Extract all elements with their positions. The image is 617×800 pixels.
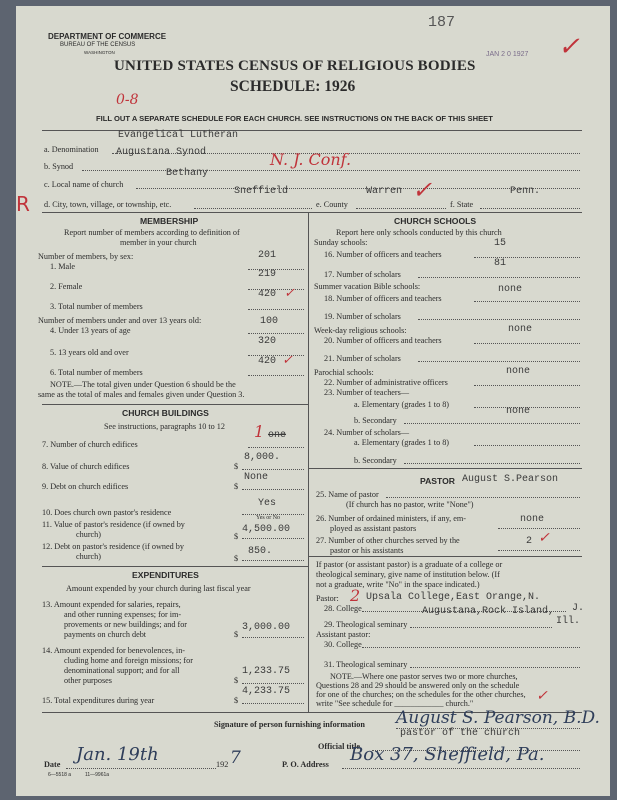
- other-churches-label: 27. Number of other churches served by the: [316, 536, 460, 545]
- benevolence-label-4: other purposes: [64, 676, 112, 685]
- college-mark: 2: [350, 586, 361, 605]
- po-address-label: P. O. Address: [282, 760, 329, 769]
- male-value: 201: [258, 250, 277, 261]
- dotted-line: [404, 423, 580, 424]
- pastor-name-hint: (If church has no pastor, write "None"): [346, 500, 474, 509]
- membership-note-2: same as the total of males and females given under Question 3.: [38, 390, 245, 399]
- dotted-line: [386, 497, 580, 498]
- dotted-line: [362, 647, 580, 648]
- teachers-elementary-label: a. Elementary (grades 1 to 8): [354, 400, 450, 409]
- dollar-sign: $: [234, 696, 239, 705]
- dotted-line: [498, 528, 580, 529]
- schools-title: CHURCH SCHOOLS: [394, 216, 477, 226]
- edifices-debt-label: 9. Debt on church edifices: [42, 482, 129, 491]
- dotted-line: [474, 445, 580, 446]
- dotted-line: [498, 550, 580, 551]
- dotted-line: [242, 703, 304, 704]
- dotted-line: [474, 257, 580, 258]
- schools-intro: Report here only schools conducted by this church: [336, 228, 502, 237]
- po-address-value: Box 37, Sheffield, Pa.: [350, 744, 545, 765]
- check-mark-icon: ✓: [536, 688, 548, 704]
- dotted-line: [410, 667, 580, 668]
- sunday-schools-label: Sunday schools:: [314, 238, 368, 247]
- schedule-number: 187: [428, 14, 456, 31]
- graduate-note-1: If pastor (or assistant pastor) is a graduate of a college or: [316, 560, 503, 569]
- parochial-schools-label: Parochial schools:: [314, 368, 374, 377]
- summer-schools-label: Summer vacation Bible schools:: [314, 282, 421, 291]
- over-13-label: 5. 13 years old and over: [50, 348, 129, 357]
- salaries-label-2: and other running expenses; for im-: [64, 610, 182, 619]
- dotted-line: [410, 627, 552, 628]
- dotted-line: [356, 208, 446, 209]
- graduate-note-2: theological seminary, give name of institution below. (If: [316, 570, 500, 579]
- yes-no-hint: Yes or No: [256, 515, 281, 521]
- pastor-name-label: 25. Name of pastor: [316, 490, 379, 499]
- college-value: Upsala College,East Orange,N.: [366, 592, 541, 603]
- official-title-label: Official title: [318, 742, 361, 751]
- dotted-line: [474, 343, 580, 344]
- synod-note: N. J. Conf.: [270, 150, 352, 169]
- residence-value-value: 4,500.00: [242, 524, 291, 535]
- date-stamp: JAN 2 0 1927: [486, 51, 529, 58]
- buildings-intro: See instructions, paragraphs 10 to 12: [104, 422, 225, 431]
- county-check-icon: ✓: [412, 176, 433, 204]
- summer-teachers-value: none: [498, 284, 523, 295]
- column-divider: [308, 212, 309, 712]
- dotted-line: [242, 469, 304, 470]
- dotted-line: [242, 683, 304, 684]
- membership-intro-1: Report number of members according to definition of: [64, 228, 240, 237]
- dotted-line: [82, 170, 580, 171]
- total-expenditures-value: 4,233.75: [242, 686, 291, 697]
- college-label: 28. College: [324, 604, 362, 613]
- divider: [308, 556, 582, 557]
- dotted-line: [242, 560, 304, 561]
- assistant-college-label: 30. College: [324, 640, 362, 649]
- salaries-label-1: 13. Amount expended for salaries, repairs,: [42, 600, 181, 609]
- benevolence-label-3: denominational support; and for all: [64, 666, 180, 675]
- form-title: UNITED STATES CENSUS OF RELIGIOUS BODIES: [114, 58, 476, 74]
- denomination-label: a. Denomination: [44, 145, 99, 154]
- buildings-title: CHURCH BUILDINGS: [122, 408, 209, 418]
- age-label: Number of members under and over 13 years old:: [38, 316, 202, 325]
- salaries-label-3: provements or new buildings; and for: [64, 620, 188, 629]
- total-members-value: 420: [258, 289, 277, 300]
- dotted-line: [248, 447, 304, 448]
- teachers-secondary-label: b. Secondary: [354, 416, 397, 425]
- bureau-label: BUREAU OF THE CENSUS: [60, 42, 136, 48]
- residence-value-label-2: church): [76, 530, 102, 539]
- total-expenditures-label: 15. Total expenditures during year: [42, 696, 155, 705]
- dollar-sign: $: [234, 532, 239, 541]
- pastor-note-4: write "See schedule for ____________ church.": [316, 699, 474, 708]
- divider: [42, 404, 308, 405]
- dollar-sign: $: [234, 630, 239, 639]
- dotted-line: [418, 277, 580, 278]
- dotted-line: [480, 208, 580, 209]
- over-13-value: 320: [258, 336, 277, 347]
- pastor-label: Pastor:: [316, 594, 339, 603]
- dollar-sign: $: [234, 554, 239, 563]
- pastor-note-3: for one of the churches; on the schedules for the other churches,: [316, 690, 526, 699]
- male-label: 1. Male: [50, 262, 76, 271]
- city-label: WASHINGTON: [84, 50, 115, 55]
- instruction-line: FILL OUT A SEPARATE SCHEDULE FOR EACH CHURCH. SEE INSTRUCTIONS ON THE BACK OF THIS SHEET: [96, 114, 493, 123]
- membership-intro-2: member in your church: [120, 238, 197, 247]
- dotted-line: [474, 385, 580, 386]
- synod-value: Augustana Synod: [116, 147, 207, 158]
- residence-owned-label: 10. Does church own pastor's residence: [42, 508, 172, 517]
- seminary-value-cont: Ill.: [556, 616, 581, 627]
- year-prefix: 192: [216, 760, 229, 769]
- edifices-mark: 1: [254, 422, 265, 441]
- dollar-sign: $: [234, 462, 239, 471]
- signature-value: August S. Pearson, B.D.: [396, 708, 600, 728]
- dotted-line: [66, 768, 216, 769]
- under-13-value: 100: [260, 316, 279, 327]
- dotted-line: [342, 768, 580, 769]
- synod-label: b. Synod: [44, 162, 74, 171]
- summer-scholars-label: 19. Number of scholars: [324, 312, 401, 321]
- census-schedule-sheet: [16, 6, 610, 796]
- date-label: Date: [44, 760, 61, 769]
- weekday-scholars-label: 21. Number of scholars: [324, 354, 401, 363]
- weekday-schools-label: Week-day religious schools:: [314, 326, 407, 335]
- assistant-pastor-label: Assistant pastor:: [316, 630, 371, 639]
- graduate-note-3: not a graduate, write "No" in the space indicated.): [316, 580, 480, 589]
- county-label: e. County: [316, 200, 348, 209]
- seminary-value: Augustana,Rock Island,: [422, 606, 555, 617]
- pastor-note-1: NOTE.—Where one pastor serves two or more churches,: [330, 672, 518, 681]
- expenditures-intro: Amount expended by your church during last fiscal year: [66, 584, 251, 593]
- dotted-line: [242, 637, 304, 638]
- residence-debt-label-2: church): [76, 552, 102, 561]
- parochial-scholars-label: 24. Number of scholars—: [324, 428, 410, 437]
- pastor-note-2: Questions 28 and 29 should be answered only on the schedule: [316, 681, 520, 690]
- membership-title: MEMBERSHIP: [140, 216, 199, 226]
- dotted-line: [248, 375, 304, 376]
- signature-label: Signature of person furnishing information: [214, 720, 365, 729]
- dollar-sign: $: [234, 676, 239, 685]
- sunday-teachers-value: 15: [494, 238, 507, 249]
- sunday-scholars-label: 17. Number of scholars: [324, 270, 401, 279]
- official-title-value: pastor of the church: [400, 728, 521, 739]
- weekday-teachers-value: none: [508, 324, 533, 335]
- pastor-name-value: August S.Pearson: [462, 474, 559, 485]
- r-mark: R: [16, 192, 30, 216]
- weekday-teachers-label: 20. Number of officers and teachers: [324, 336, 442, 345]
- year-value: 7: [230, 748, 241, 768]
- under-13-label: 4. Under 13 years of age: [50, 326, 131, 335]
- scholars-secondary-label: b. Secondary: [354, 456, 397, 465]
- state-value: Penn.: [510, 186, 541, 197]
- female-value: 219: [258, 269, 277, 280]
- dotted-line: [404, 463, 580, 464]
- total-members-2-label: 6. Total number of members: [50, 368, 143, 377]
- city-label: d. City, town, village, or township, etc.: [44, 200, 172, 209]
- benevolence-label-1: 14. Amount expended for benevolences, in-: [42, 646, 186, 655]
- salaries-value: 3,000.00: [242, 622, 291, 633]
- check-mark-icon: ✓: [538, 530, 550, 546]
- dotted-line: [242, 538, 304, 539]
- city-value: Sneffield: [234, 186, 289, 197]
- assistant-count-label: 26. Number of ordained ministers, if any, em-: [316, 514, 466, 523]
- divider: [42, 212, 582, 213]
- denomination-value: Evangelical Lutheran: [118, 130, 239, 141]
- parochial-officers-label: 22. Number of administrative officers: [324, 378, 448, 387]
- pastor-title: PASTOR: [420, 476, 456, 486]
- female-label: 2. Female: [50, 282, 83, 291]
- dotted-line: [474, 301, 580, 302]
- check-mark-icon: ✓: [558, 32, 580, 62]
- parochial-teachers-label: 23. Number of teachers—: [324, 388, 410, 397]
- code-mark: 0-8: [116, 92, 139, 108]
- department-label: DEPARTMENT OF COMMERCE: [48, 32, 167, 41]
- parochial-officers-value: none: [506, 366, 531, 377]
- assistant-seminary-label: 31. Theological seminary: [324, 660, 408, 669]
- dotted-line: [248, 309, 304, 310]
- residence-debt-label: 12. Debt on pastor's residence (if owned by: [42, 542, 184, 551]
- residence-debt-value: 850.: [248, 546, 273, 557]
- total-members-2-value: 420: [258, 356, 277, 367]
- summer-teachers-label: 18. Number of officers and teachers: [324, 294, 442, 303]
- by-sex-label: Number of members, by sex:: [38, 252, 134, 261]
- dotted-line: [242, 489, 304, 490]
- dotted-line: [248, 333, 304, 334]
- state-label: f. State: [450, 200, 474, 209]
- local-name-value: Bethany: [166, 168, 209, 179]
- edifices-label: 7. Number of church edifices: [42, 440, 138, 449]
- edifices-worth-label: 8. Value of church edifices: [42, 462, 130, 471]
- benevolence-value: 1,233.75: [242, 666, 291, 677]
- divider: [308, 468, 582, 469]
- county-value: Warren: [366, 186, 403, 197]
- check-mark-icon: ✓: [284, 286, 295, 301]
- seminary-label: 29. Theological seminary: [324, 620, 408, 629]
- total-members-label: 3. Total number of members: [50, 302, 143, 311]
- other-churches-label-2: pastor or his assistants: [330, 546, 404, 555]
- residence-value-label: 11. Value of pastor's residence (if owned by: [42, 520, 185, 529]
- salaries-label-4: payments on church debt: [64, 630, 147, 639]
- date-value: Jan. 19th: [76, 744, 159, 765]
- sunday-teachers-label: 16. Number of officers and teachers: [324, 250, 442, 259]
- expenditures-title: EXPENDITURES: [132, 570, 199, 580]
- edifices-worth-value: 8,000.: [244, 452, 281, 463]
- dotted-line: [418, 319, 580, 320]
- form-subtitle: SCHEDULE: 1926: [230, 78, 356, 95]
- assistant-count-value: none: [520, 514, 545, 525]
- benevolence-label-2: cluding home and foreign missions; for: [64, 656, 193, 665]
- check-mark-icon: ✓: [282, 353, 293, 368]
- divider: [42, 566, 308, 567]
- other-churches-value: 2: [526, 536, 533, 547]
- college-value-cont: J.: [572, 603, 585, 614]
- teachers-secondary-value: none: [506, 406, 531, 417]
- edifices-debt-value: None: [244, 472, 269, 483]
- dotted-line: [194, 208, 312, 209]
- local-name-label: c. Local name of church: [44, 180, 124, 189]
- membership-note-1: NOTE.—The total given under Question 6 should be the: [50, 380, 236, 389]
- dotted-line: [418, 361, 580, 362]
- scholars-elementary-label: a. Elementary (grades 1 to 8): [354, 438, 450, 447]
- residence-owned-value: Yes: [258, 498, 277, 509]
- dollar-sign: $: [234, 482, 239, 491]
- form-code: 6—5518 a 11—9961a: [48, 772, 110, 778]
- assistant-count-label-2: ployed as assistant pastors: [330, 524, 417, 533]
- sunday-scholars-value: 81: [494, 258, 507, 269]
- edifices-value: one: [268, 430, 287, 441]
